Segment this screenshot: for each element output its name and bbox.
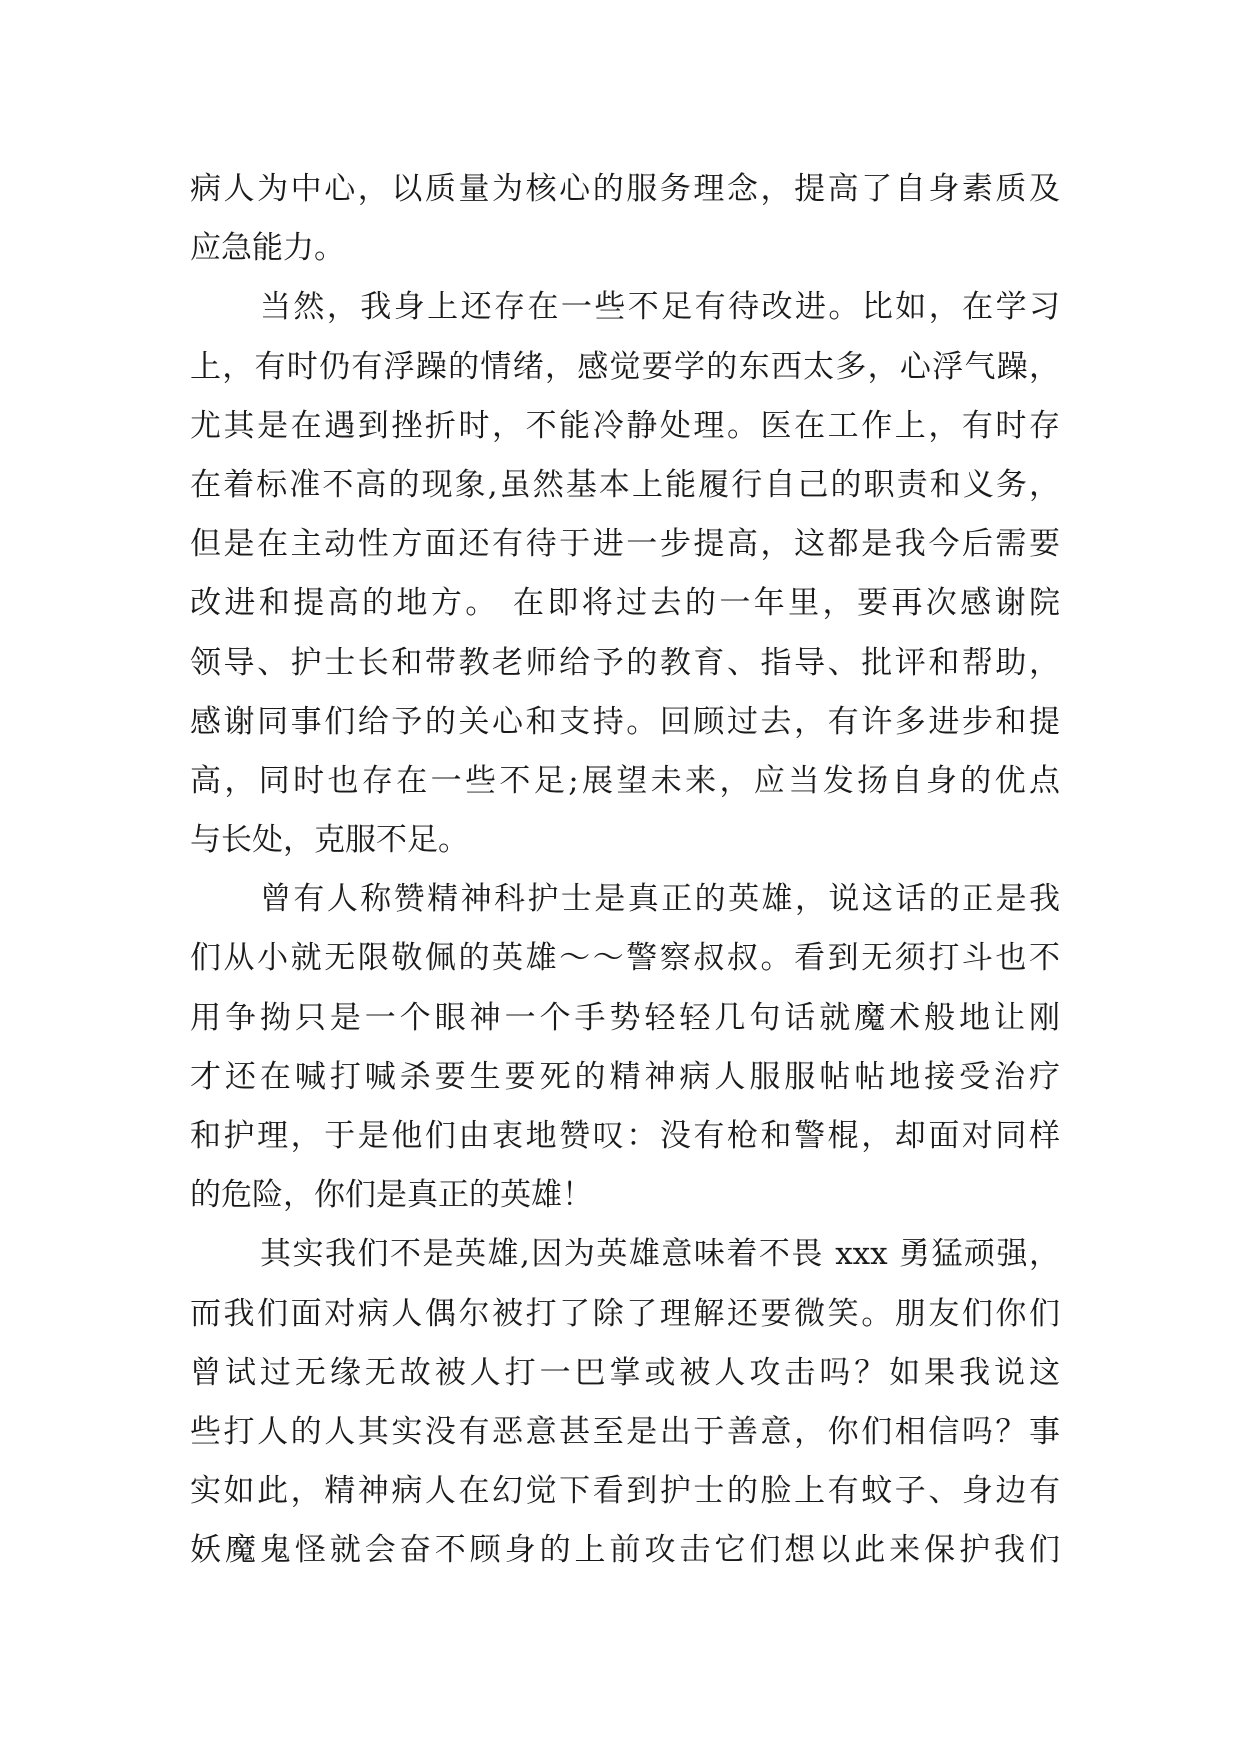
text-line: 妖魔鬼怪就会奋不顾身的上前攻击它们想以此来保护我们 [190, 1532, 1060, 1569]
body-text [190, 160, 1060, 1581]
text-line: 改进和提高的地方。 在即将过去的一年里，要再次感谢院 [190, 585, 1060, 622]
text-line: 实如此，精神病人在幻觉下看到护士的脸上有蚊子、身边有 [190, 1473, 1060, 1510]
text-line: 些打人的人其实没有恶意甚至是出于善意，你们相信吗？事 [190, 1413, 1060, 1450]
text-line: 在着标准不高的现象,虽然基本上能履行自己的职责和义务， [190, 466, 1060, 503]
text-line: 尤其是在遇到挫折时，不能冷静处理。医在工作上，有时存 [190, 407, 1060, 444]
text-line: 与长处，克服不足。 [190, 822, 469, 859]
text-line: 领导、护士长和带教老师给予的教育、指导、批评和帮助， [190, 644, 1060, 681]
paragraph-start-line: 当然，我身上还存在一些不足有待改进。比如，在学习 [260, 289, 1060, 326]
text-line: 高，同时也存在一些不足;展望未来，应当发扬自身的优点 [190, 762, 1060, 799]
text-line: 感谢同事们给予的关心和支持。回顾过去，有许多进步和提 [190, 703, 1060, 740]
text-line: 和护理，于是他们由衷地赞叹：没有枪和警棍，却面对同样 [190, 1118, 1060, 1154]
text-line: 才还在喊打喊杀要生要死的精神病人服服帖帖地接受治疗 [190, 1058, 1060, 1095]
text-line: 曾试过无缘无故被人打一巴掌或被人攻击吗？如果我说这 [190, 1354, 1060, 1391]
text-line: 但是在主动性方面还有待于进一步提高，这都是我今后需要 [190, 526, 1060, 563]
text-line: 的危险，你们是真正的英雄！ [190, 1177, 593, 1214]
text-line: 而我们面对病人偶尔被打了除了理解还要微笑。朋友们你们 [190, 1295, 1060, 1332]
paragraph-start-line: 曾有人称赞精神科护士是真正的英雄，说这话的正是我 [260, 881, 1060, 918]
text-line: 应急能力。 [190, 230, 345, 267]
text-line: 们从小就无限敬佩的英雄～～警察叔叔。看到无须打斗也不 [190, 940, 1060, 977]
text-line: 上，有时仍有浮躁的情绪，感觉要学的东西太多，心浮气躁， [190, 348, 1060, 385]
text-line: 用争拗只是一个眼神一个手势轻轻几句话就魔术般地让刚 [190, 999, 1060, 1036]
text-line: 病人为中心，以质量为核心的服务理念，提高了自身素质及 [190, 171, 1060, 207]
paragraph-start-line: 其实我们不是英雄,因为英雄意味着不畏 xxx 勇猛顽强， [260, 1236, 1060, 1273]
